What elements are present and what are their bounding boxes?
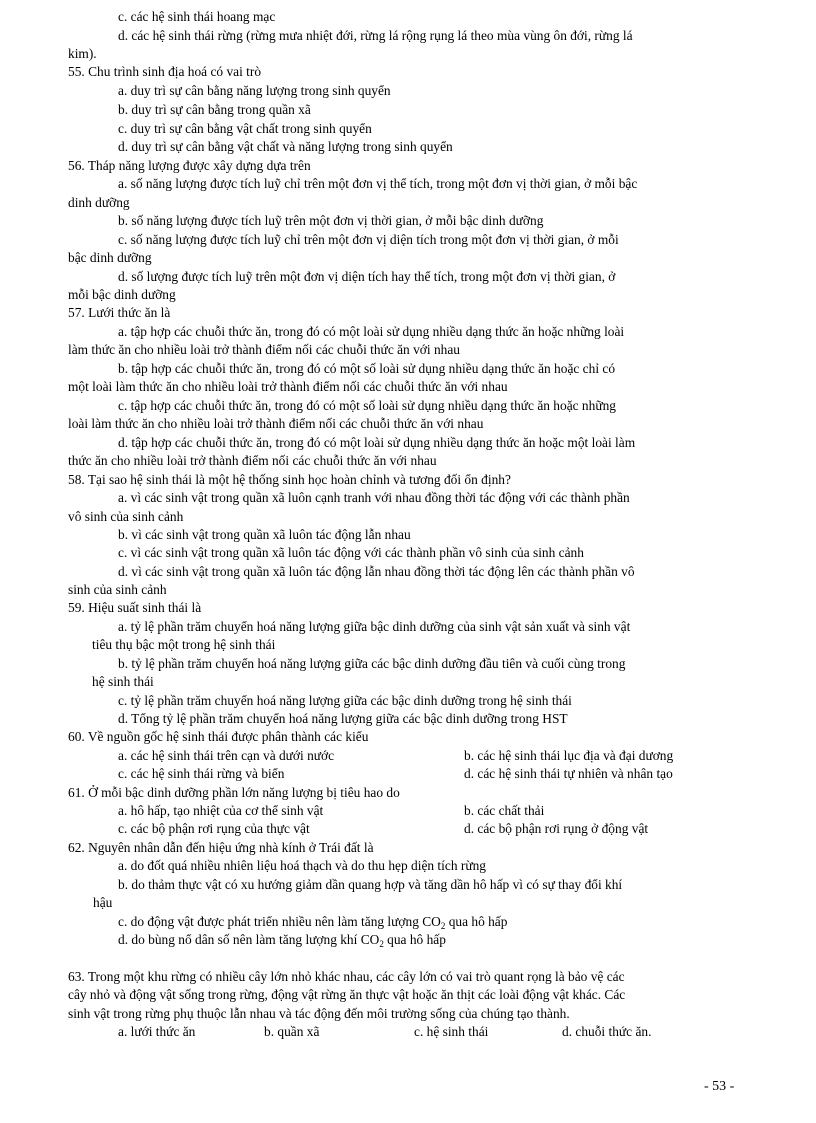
question-text: [68, 785, 400, 801]
text-line: [118, 121, 372, 137]
text-line: [68, 1006, 570, 1022]
line-text: d. vì các sinh vật trong quần xã luôn tác động lẫn nhau đồng thời tác động lên các thành phần vô: [118, 564, 635, 579]
line-text: a. lưới thức ăn: [118, 1024, 196, 1039]
line-text-suffix: qua hô hấp: [383, 932, 446, 947]
text-line: [118, 139, 453, 155]
line-text: 63. Trong một khu rừng có nhiều cây lớn nhỏ khác nhau, các cây lớn có vai trò quant rọng là bảo vệ các: [68, 969, 625, 984]
text-line: [118, 269, 615, 285]
line-text: hậu: [93, 895, 113, 910]
line-text: b. các hệ sinh thái lục địa và đại dương: [464, 748, 674, 763]
text-line: [118, 490, 630, 506]
question-text: [68, 729, 368, 745]
text-line: [68, 509, 183, 525]
text-line: [562, 1024, 651, 1040]
text-line: [264, 1024, 319, 1040]
line-text: loài làm thức ăn cho nhiều loài trở thành điểm nối các chuỗi thức ăn với nhau: [68, 416, 484, 431]
line-text: b. quần xã: [264, 1024, 320, 1039]
text-line: [414, 1024, 488, 1040]
line-text: b. tập hợp các chuỗi thức ăn, trong đó có một số loài sử dụng nhiều dạng thức ăn hoặc chỉ có: [118, 361, 616, 376]
line-text: d. các hệ sinh thái rừng (rừng mưa nhiệt đới, rừng lá rộng rụng lá theo mùa vùng ôn đới, rừng lá: [118, 28, 633, 43]
line-text: c. các hệ sinh thái hoang mạc: [118, 9, 276, 24]
line-text: d. duy trì sự cân bằng vật chất và năng lượng trong sinh quyển: [118, 139, 453, 154]
text-line: [118, 619, 630, 635]
text-line: [118, 28, 633, 44]
line-text: b. tỷ lệ phần trăm chuyển hoá năng lượng giữa các bậc dinh dưỡng đầu tiên và cuối cùng trong: [118, 656, 626, 671]
text-line: [68, 287, 176, 303]
line-text: kim).: [68, 46, 97, 61]
text-line: [68, 195, 130, 211]
text-line: [464, 821, 648, 837]
line-text: c. hệ sinh thái: [414, 1024, 489, 1039]
line-text: b. các chất thải: [464, 803, 545, 818]
question-text: [68, 305, 170, 321]
line-text: a. hô hấp, tạo nhiệt của cơ thể sinh vật: [118, 803, 324, 818]
line-text: 61. Ở mỗi bậc dinh dưỡng phần lớn năng lượng bị tiêu hao do: [68, 785, 400, 800]
text-line: [92, 674, 154, 690]
line-text: c. số năng lượng được tích luỹ chỉ trên một đơn vị diện tích trong một đơn vị thời gian, ở mỗi: [118, 232, 619, 247]
text-line: [118, 748, 334, 764]
line-text: dinh dưỡng: [68, 195, 130, 210]
line-text: c. vì các sinh vật trong quần xã luôn tác động với các thành phần vô sinh của sinh cảnh: [118, 545, 584, 560]
question-text: [68, 472, 511, 488]
text-line: [118, 213, 543, 229]
page-number: - 53 -: [704, 1079, 735, 1094]
text-line: [118, 821, 310, 837]
text-line: [68, 342, 460, 358]
line-text: 60. Về nguồn gốc hệ sinh thái được phân thành các kiểu: [68, 729, 369, 744]
text-line: [118, 83, 391, 99]
line-text: 58. Tại sao hệ sinh thái là một hệ thống sinh học hoàn chỉnh và tương đối ổn định?: [68, 472, 511, 487]
text-line: [68, 987, 625, 1003]
text-line: [118, 232, 619, 248]
line-text: c. do động vật được phát triển nhiều nên làm tăng lượng CO: [118, 914, 441, 929]
text-line: [118, 711, 568, 727]
line-text: 57. Lưới thức ăn là: [68, 305, 171, 320]
line-text: c. các bộ phận rơi rụng của thực vật: [118, 821, 310, 836]
text-line: [464, 766, 673, 782]
text-line: [68, 416, 483, 432]
question-text: [68, 840, 374, 856]
line-text: 56. Tháp năng lượng được xây dựng dựa trên: [68, 158, 311, 173]
line-text: d. chuỗi thức ăn.: [562, 1024, 652, 1039]
text-line: [118, 858, 486, 874]
line-text: 55. Chu trình sinh địa hoá có vai trò: [68, 64, 262, 79]
line-text: c. duy trì sự cân bằng vật chất trong sinh quyển: [118, 121, 372, 136]
text-line: [118, 324, 624, 340]
text-line: [68, 453, 437, 469]
question-text: [68, 600, 201, 616]
text-line: [464, 748, 673, 764]
text-line: [464, 803, 544, 819]
line-text: cây nhỏ và động vật sống trong rừng, động vật rừng ăn thực vật hoặc ăn thịt các loài động vật khác. Các: [68, 987, 626, 1002]
line-text: a. duy trì sự cân bằng năng lượng trong sinh quyển: [118, 83, 391, 98]
text-line: [68, 250, 152, 266]
text-line: [118, 102, 311, 118]
text-line: [118, 1024, 195, 1040]
subscript: 2: [440, 921, 446, 931]
text-line: [118, 914, 507, 930]
text-line: [118, 877, 622, 893]
line-text: thức ăn cho nhiều loài trở thành điểm nối các chuỗi thức ăn với nhau: [68, 453, 437, 468]
line-text: b. duy trì sự cân bằng trong quần xã: [118, 102, 311, 117]
line-text: a. tập hợp các chuỗi thức ăn, trong đó có một loài sử dụng nhiều dạng thức ăn hoặc những loài: [118, 324, 625, 339]
line-text: d. các bộ phận rơi rụng ở động vật: [464, 821, 649, 836]
text-line: [118, 766, 284, 782]
line-text: b. số năng lượng được tích luỹ trên một đơn vị thời gian, ở mỗi bậc dinh dưỡng: [118, 213, 544, 228]
line-text: sinh của sinh cảnh: [68, 582, 167, 597]
line-text: mỗi bậc dinh dưỡng: [68, 287, 176, 302]
line-text: d. các hệ sinh thái tự nhiên và nhân tạo: [464, 766, 673, 781]
line-text: d. tập hợp các chuỗi thức ăn, trong đó có một loài sử dụng nhiều dạng thức ăn hoặc một loài làm: [118, 435, 636, 450]
line-text-suffix: qua hô hấp: [445, 914, 508, 929]
text-line: [118, 527, 411, 543]
line-text: d. số lượng được tích luỹ trên một đơn vị diện tích hay thể tích, trong một đơn vị thời gian, ở: [118, 269, 616, 284]
question-text: [68, 64, 261, 80]
line-text: a. tỷ lệ phần trăm chuyển hoá năng lượng giữa bậc dinh dưỡng của sinh vật sản xuất và sinh vật: [118, 619, 631, 634]
text-line: [93, 895, 112, 911]
text-line: [68, 582, 167, 598]
line-text: a. vì các sinh vật trong quần xã luôn cạnh tranh với nhau đồng thời tác động với các thành phần: [118, 490, 630, 505]
text-line: [68, 46, 97, 62]
text-line: [118, 176, 637, 192]
text-line: [118, 693, 572, 709]
question-text: [68, 158, 311, 174]
line-text: a. do đốt quá nhiều nhiên liệu hoá thạch và do thu hẹp diện tích rừng: [118, 858, 486, 873]
text-line: [68, 969, 625, 985]
line-text: b. vì các sinh vật trong quần xã luôn tác động lẫn nhau: [118, 527, 411, 542]
line-text: c. các hệ sinh thái rừng và biển: [118, 766, 285, 781]
line-text: hệ sinh thái: [92, 674, 154, 689]
text-line: [118, 435, 635, 451]
line-text: vô sinh của sinh cảnh: [68, 509, 184, 524]
text-line: [118, 803, 323, 819]
text-line: [118, 9, 275, 25]
line-text: một loài làm thức ăn cho nhiều loài trở thành điểm nối các chuỗi thức ăn với nhau: [68, 379, 508, 394]
line-text: a. các hệ sinh thái trên cạn và dưới nước: [118, 748, 335, 763]
line-text: làm thức ăn cho nhiều loài trở thành điểm nối các chuỗi thức ăn với nhau: [68, 342, 460, 357]
line-text: c. tỷ lệ phần trăm chuyển hoá năng lượng giữa các bậc dinh dưỡng trong hệ sinh thái: [118, 693, 572, 708]
line-text: d. Tổng tỷ lệ phần trăm chuyển hoá năng lượng giữa các bậc dinh dưỡng trong HST: [118, 711, 568, 726]
text-line: [118, 656, 625, 672]
text-line: [118, 932, 446, 948]
line-text: tiêu thụ bậc một trong hệ sinh thái: [92, 637, 276, 652]
line-text: 62. Nguyên nhân dẫn đến hiệu ứng nhà kính ở Trái đất là: [68, 840, 374, 855]
line-text: sinh vật trong rừng phụ thuộc lẫn nhau và tác động đến môi trường sống của chúng tạo thành.: [68, 1006, 570, 1021]
text-line: [92, 637, 275, 653]
subscript: 2: [379, 939, 384, 949]
line-text: b. do thảm thực vật có xu hướng giảm dần quang hợp và tăng dần hô hấp vì có sự thay đổi khí: [118, 877, 623, 892]
text-line: [118, 564, 635, 580]
line-text: c. tập hợp các chuỗi thức ăn, trong đó có một số loài sử dụng nhiều dạng thức ăn hoặc những: [118, 398, 616, 413]
line-text: 59. Hiệu suất sinh thái là: [68, 600, 202, 615]
line-text: bậc dinh dưỡng: [68, 250, 152, 265]
text-line: [118, 361, 615, 377]
line-text: d. do bùng nổ dân số nên làm tăng lượng khí CO: [118, 932, 380, 947]
text-line: [118, 545, 584, 561]
line-text: a. số năng lượng được tích luỹ chỉ trên một đơn vị thể tích, trong một đơn vị thời gian, ở mỗi bậc: [118, 176, 638, 191]
text-line: [68, 379, 508, 395]
text-line: [118, 398, 616, 414]
